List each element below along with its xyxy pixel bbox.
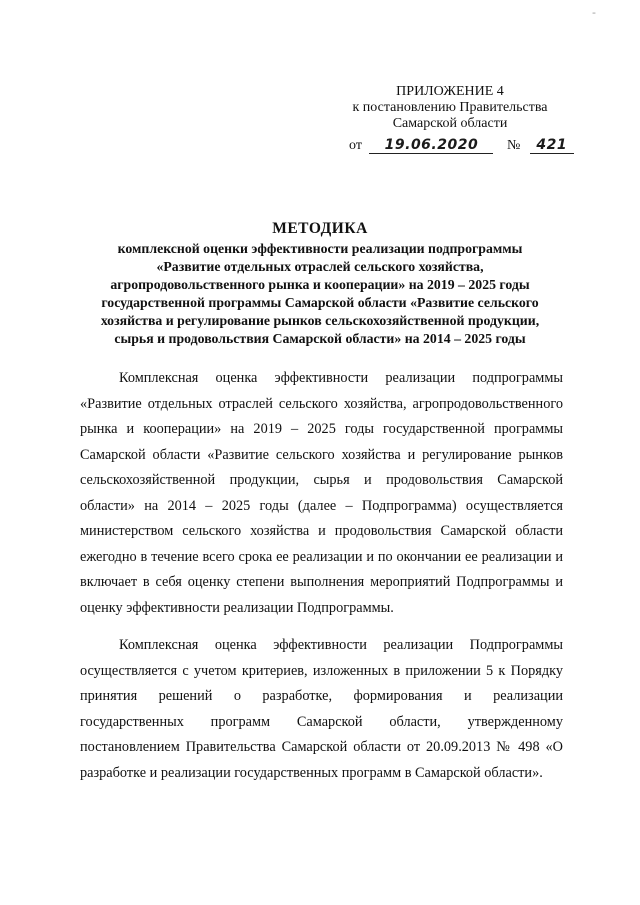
title-heading: МЕТОДИКА: [272, 220, 368, 237]
corner-mark: -: [592, 6, 596, 19]
appendix-title: ПРИЛОЖЕНИЕ 4: [396, 84, 504, 99]
handwritten-date: 19.06.2020: [369, 137, 493, 154]
title-subtitle-line: сырья и продовольствия Самарской области» на 2014 – 2025 годы: [114, 331, 526, 346]
title-subtitle-line: агропродовольственного рынка и кооперации» на 2019 – 2025 годы: [110, 277, 530, 292]
number-prefix: №: [506, 138, 521, 153]
title-subtitle-line: «Развитие отдельных отраслей сельского хозяйства,: [156, 259, 484, 274]
appendix-region: Самарской области: [392, 116, 508, 131]
date-prefix: от: [349, 138, 362, 153]
order-date-number-line: [349, 137, 579, 154]
title-subtitle-line: хозяйства и регулирование рынков сельскохозяйственной продукции,: [100, 313, 540, 328]
document-title: [75, 219, 565, 348]
body-paragraph: Комплексная оценка эффективности реализации подпрограммы «Развитие отдельных отраслей сельского хозяйства, агропродовольственного рынка и кооперации» на 2019 – 2025 годы государственной программы Самарской области «Развитие сельского хозяйства и регулирование рынков сельскохозяйственной продукции, сырья и продовольствия Самарской области» на 2014 – 2025 годы (далее – Подпрограмма) осуществляется министерством сельского хозяйства и продовольствия Самарской области ежегодно в течение всего срока ее реализации и по окончании ее реализации и включает в себя оценку степени выполнения мероприятий Подпрограммы и оценку эффективности реализации Подпрограммы.: [80, 370, 563, 616]
appendix-reference: к постановлению Правительства: [352, 100, 548, 115]
handwritten-number: 421: [530, 137, 574, 154]
title-subtitle-line: государственной программы Самарской области «Развитие сельского: [101, 295, 539, 310]
appendix-header: [330, 84, 570, 132]
document-body: [80, 366, 563, 798]
body-paragraph: Комплексная оценка эффективности реализации Подпрограммы осуществляется с учетом критериев, изложенных в приложении 5 к Порядку принятия решений о разработке, формирования и реализации государственных программ Самарской области, утвержденному постановлением Правительства Самарской области от 20.09.2013 № 498 «О разработке и реализации государственных программ в Самарской области».: [80, 637, 563, 781]
title-subtitle-line: комплексной оценки эффективности реализации подпрограммы: [117, 241, 523, 256]
